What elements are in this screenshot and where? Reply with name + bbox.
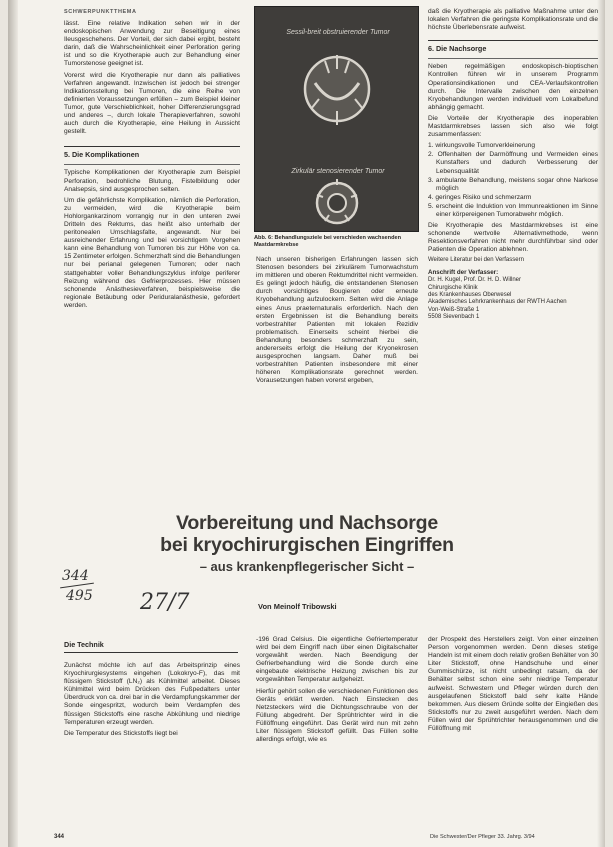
article-subtitle: – aus krankenpflegerischer Sicht – bbox=[199, 559, 415, 574]
article-author: Von Meinolf Tribowski bbox=[258, 602, 337, 611]
section-rule bbox=[64, 146, 240, 147]
section-heading: 5. Die Komplikationen bbox=[64, 150, 140, 160]
handwritten-note: 27/7 bbox=[140, 590, 190, 615]
tumor-diagram-top bbox=[305, 55, 369, 125]
address-line: 5508 Sievenbach 1 bbox=[428, 314, 480, 321]
upper-column-3 bbox=[428, 8, 598, 322]
paragraph: Typische Komplikationen der Kryotherapie zum Beispiel Perforation, bedrohliche Blutung, Fistelbildung oder Analsepsis, sind ausgesprochen selten. bbox=[64, 169, 240, 193]
address-line: Dr. H. Kugel, Prof. Dr. H. D. Willner bbox=[428, 277, 522, 284]
caption-text: Abb. 6: Behandlungsziele bei verschieden wachsenden Mastdarmkrebse bbox=[254, 235, 402, 248]
literature-note: Weitere Literatur bei den Verfassern bbox=[428, 257, 524, 264]
article-title-line-2: bei kryochirurgischen Eingriffen bbox=[160, 534, 454, 556]
paragraph: Die Vorteile der Kryotherapie des inoperablen Mastdarmkrebses lassen sich also wie folgt zusammenfassen: bbox=[428, 114, 598, 139]
tumor-diagram-bottom bbox=[317, 179, 357, 223]
advantages-list bbox=[428, 142, 598, 219]
address-title: Anschrift der Verfasser: bbox=[428, 268, 499, 276]
figure-label-bottom: Zirkulär stenosierender Tumor bbox=[291, 168, 385, 175]
list-item: 2. Offenhalten der Darmöffnung und Vermeiden eines Kunstafters und dadurch Verbesserung der Lebensqualität bbox=[428, 151, 598, 175]
header-tag: SCHWERPUNKTTHEMA bbox=[64, 9, 137, 15]
list-item: 4. geringes Risiko und schmerzarm bbox=[428, 193, 532, 201]
lower-column-3 bbox=[428, 636, 598, 736]
address-line: Chirurgische Klinik bbox=[428, 284, 478, 291]
paragraph: lässt. Eine relative Indikation sehen wir in der endoskopischen Anwendung zur Beseitigung eines Ileusgeschehens. Der Vorteil, der sich dabei ergibt, besteht darin, daß die Wahrscheinlichkeit einer Perforation gering ist und so die Kryotherapie auch zur Behandlung einer Tumorstenose geeignet ist. bbox=[64, 20, 240, 68]
section-rule bbox=[428, 40, 598, 41]
list-item: 1. wirkungsvolle Tumorverkleinerung bbox=[428, 142, 536, 150]
upper-column-2 bbox=[256, 256, 418, 389]
list-item: 5. erscheint die Induktion von Immunreaktionen im Sinne einer körpereigenen Tumorabwehr möglich. bbox=[428, 202, 598, 218]
paragraph: Die Kryotherapie des Mastdarmkrebses ist eine schonende wertvolle Alternativmethode, wenn Resektionsverfahren nicht mehr durchführbar sind oder Patienten die Operation ablehnen. bbox=[428, 222, 598, 254]
lower-column-2 bbox=[256, 636, 418, 747]
address-line: Akademisches Lehrkrankenhaus der RWTH Aachen bbox=[428, 299, 567, 306]
paragraph: Neben regelmäßigen endoskopisch-bioptischen Kontrollen führen wir in unserem Programm Operationsindikationen und CEA-Verlaufskontrollen durch. Die Intervalle zwischen den einzelnen Kryobehandlungen werden individuell vom Lokalbefund abhängig gemacht. bbox=[428, 63, 598, 111]
section-divider bbox=[428, 58, 598, 59]
paragraph: Hierfür gehört sollen die verschiedenen Funktionen des Geräts erklärt werden. Nach Einstecken des Netzsteckers wird die Dichtungsschraube von der Füllung abgedreht. Der Sprühtrichter wird in die Füllöffnung eingeführt. Das Gerät wird nun mit zehn Liter flüssigem Stickstoff gefüllt. Das Füllen sollte allerdings erfolgt, wie es bbox=[256, 687, 418, 744]
article-title-line-1: Vorbereitung und Nachsorge bbox=[175, 512, 439, 534]
journal-footer: Die Schwester/Der Pfleger 33. Jahrg. 3/94 bbox=[430, 834, 535, 840]
page-edge-shadow bbox=[597, 0, 605, 847]
handwritten-fraction-top: 344 bbox=[62, 568, 89, 584]
page-binding-shadow bbox=[8, 0, 18, 847]
figure-illustration bbox=[255, 7, 420, 233]
paragraph: Um die gefährlichste Komplikation, nämlich die Perforation, zu vermeiden, wird die Kryotherapie beim Hohlorgankarzinom vorrangig nur in den unteren zwei Dritteln des Rektums, das heißt also unterhalb der peritonealen Umschlagsfalte, angewandt. Nur bei ausreichender Erfahrung und bei vorsichtigem Vorgehen kann eine Behandlung von Tumoren bis zur Höhe von ca. 15 Zentimeter erfolgen. Schmerzhaft sind die Behandlungen nur bei perianal gelegenen Tumoren; oder nach stattgehabter voller Behandlungszyklus infolge periferer Reizung während des Gefrierprozesses. Hier müssen schonende Anästhesieverfahren, beispielsweise die regionale Betäubung oder Periduralanästhesie, gefordert werden. bbox=[64, 196, 240, 309]
paragraph: -196 Grad Celsius. Die eigentliche Gefriertemperatur wird bei dem Eingriff nach über einen Digitalschalter vorgewählt werden. Nach Beendigung der Gefrierbehandlung wird die Sonde durch eine eingebaute elektrische Heizung zwischen bis zur vorgewählten Temperatur aufgeheizt. bbox=[256, 636, 418, 684]
section-rule bbox=[64, 652, 238, 653]
paragraph: Vorerst wird die Kryotherapie nur dann als palliatives Verfahren angewandt. Inzwischen ist jedoch bei strenger Indikationsstellung bei Tumoren, die eine Reihe von definierten Voraussetzungen erfüllen – zum Beispiel kleiner Tumor, gute Verschieblichkeit, hoher Differenzierungsgrad und anderes –, durch lokale Therapieverfahren, sowohl auch durch die Kryotherapie, eine Heilung in Aussicht gestellt. bbox=[64, 71, 240, 136]
paragraph: Zunächst möchte ich auf das Arbeitsprinzip eines Kryochirurgiesystems eingehen (Lokokryo-F), das mit flüssigem Stickstoff (LN₂) als Kühlmittel arbeitet. Dieses Kühlmittel wird beim Drücken des Fußpedalters unter Überdruck von ca. drei bar in die Verdampfungskammer der Sonde eingespritzt, wodurch beim Verdampfen des flüssigen Stickstoffs eine rasche Abkühlung und niedrige Temperaturen erzeugt werden. bbox=[64, 662, 240, 726]
figure-caption bbox=[254, 235, 419, 249]
handwritten-fraction-bottom: 495 bbox=[66, 588, 93, 604]
page-number: 344 bbox=[54, 834, 65, 840]
section-divider bbox=[64, 164, 240, 165]
figure-image bbox=[254, 6, 419, 232]
paragraph: Die Temperatur des Stickstoffs liegt bei bbox=[64, 729, 178, 737]
figure-label-top: Sessil-breit obstruierender Tumor bbox=[286, 29, 390, 36]
address-line: Von-Weiß-Straße 1 bbox=[428, 306, 480, 313]
lower-column-1 bbox=[64, 662, 240, 741]
paragraph: daß die Kryotherapie als palliative Maßnahme unter den lokalen Verfahren die geringste Komplikationsrate und die höchste Überlebensrate aufweist. bbox=[428, 8, 598, 32]
section-heading: 6. Die Nachsorge bbox=[428, 44, 487, 54]
paragraph: der Prospekt des Herstellers zeigt. Von einer einzelnen Person vorgenommen werden. Denn dieses stetige Handeln ist mit einem doch relativ großen Behälter von 30 Liter Stickstoff, ohne Handschuhe und einer Gummischürze, ist nicht unbedingt ratsam, da der Behälter selbst schon eine sehr niedrige Temperatur aufweist. Schwestern und Pfleger würden durch den ausgelaufenen Stickstoff bald sehr kalte Hände bekommen. Aus diesem Gründe sollte der Eingießen des Stickstoffs nur zu zweit ausgeführt werden. Nach dem Füllen wird der Sprühtrichter herausgenommen und die Füllöffnung mit bbox=[428, 636, 598, 733]
list-item: 3. ambulante Behandlung, meistens sogar ohne Narkose möglich bbox=[428, 176, 598, 192]
upper-column-1 bbox=[64, 20, 240, 313]
author-address bbox=[428, 269, 598, 322]
address-line: des Krankenhauses Oberwesel bbox=[428, 292, 512, 299]
paragraph: Nach unseren bisherigen Erfahrungen lassen sich Stenosen besonders bei zirkulärem Tumorwachstum im mittleren und oberen Rektumdrittel nicht vermeiden. Es gelingt jedoch häufig, die entstandenen Stenosen durch vorsichtiges Bougieren oder erneute Kryobehandlung aufzulockern. Selten wird die Anlage eines Anus praeternaturalis erforderlich. Nach den ersten Ergebnissen ist die Behandlung bereits vorbestrahlter Patienten mit lokalen Rezidiv problematisch. Einerseits scheint hierbei die Behandlung besonders schmerzhaft zu sein, andererseits erfolgt die Heilung der Kryonekrosen ausgesprochen langsam. Daher muß bei vorbestrahlten Patienten insbesondere mit einer höheren Komplikationsrate gerechnet werden. Vorausetzungen haben vorerst ergeben, bbox=[256, 256, 418, 385]
article-title-block bbox=[62, 512, 552, 574]
section-heading: Die Technik bbox=[64, 640, 104, 649]
